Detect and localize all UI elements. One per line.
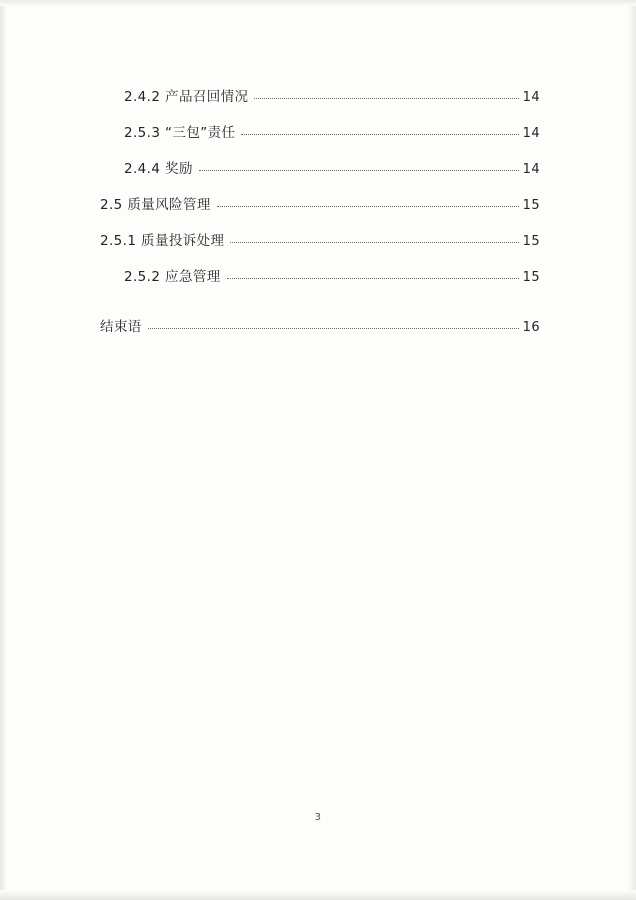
toc-entry [100, 157, 540, 193]
toc-entry-label: 2.4.4 奖励 [124, 161, 193, 177]
toc-entry-page: 14 [522, 126, 540, 141]
scan-edge-right [628, 0, 636, 900]
toc-entry [100, 265, 540, 301]
toc-entry-label: 2.5.1 质量投诉处理 [100, 233, 225, 249]
toc-entry-page: 15 [522, 234, 540, 249]
toc-entry [100, 315, 540, 351]
scan-edge-bottom [0, 890, 636, 900]
toc-entry-page: 14 [522, 162, 540, 177]
toc-leader-dots [227, 277, 519, 279]
toc-entry [100, 229, 540, 265]
toc-entry-page: 15 [522, 198, 540, 213]
toc-entry-page: 14 [522, 90, 540, 105]
toc-entry-label: 2.5.3 “三包”责任 [124, 125, 236, 141]
toc-entry [100, 193, 540, 229]
toc-entry-label: 结束语 [100, 319, 142, 335]
toc-entry [100, 85, 540, 121]
toc-leader-dots [241, 133, 518, 135]
toc-entry-page: 16 [522, 320, 540, 335]
toc-entry [100, 121, 540, 157]
toc-leader-dots [230, 241, 518, 243]
scan-edge-top [0, 0, 636, 6]
table-of-contents [100, 85, 540, 351]
toc-leader-dots [217, 205, 519, 207]
page-number-footer: 3 [314, 812, 322, 823]
toc-leader-dots [254, 97, 518, 99]
toc-entry-page: 15 [522, 270, 540, 285]
toc-entry-label: 2.4.2 产品召回情况 [124, 89, 249, 105]
scan-edge-left [0, 0, 7, 900]
toc-entry-label: 2.5 质量风险管理 [100, 197, 211, 213]
toc-leader-dots [148, 327, 519, 329]
toc-entry-label: 2.5.2 应急管理 [124, 269, 221, 285]
toc-leader-dots [199, 169, 519, 171]
